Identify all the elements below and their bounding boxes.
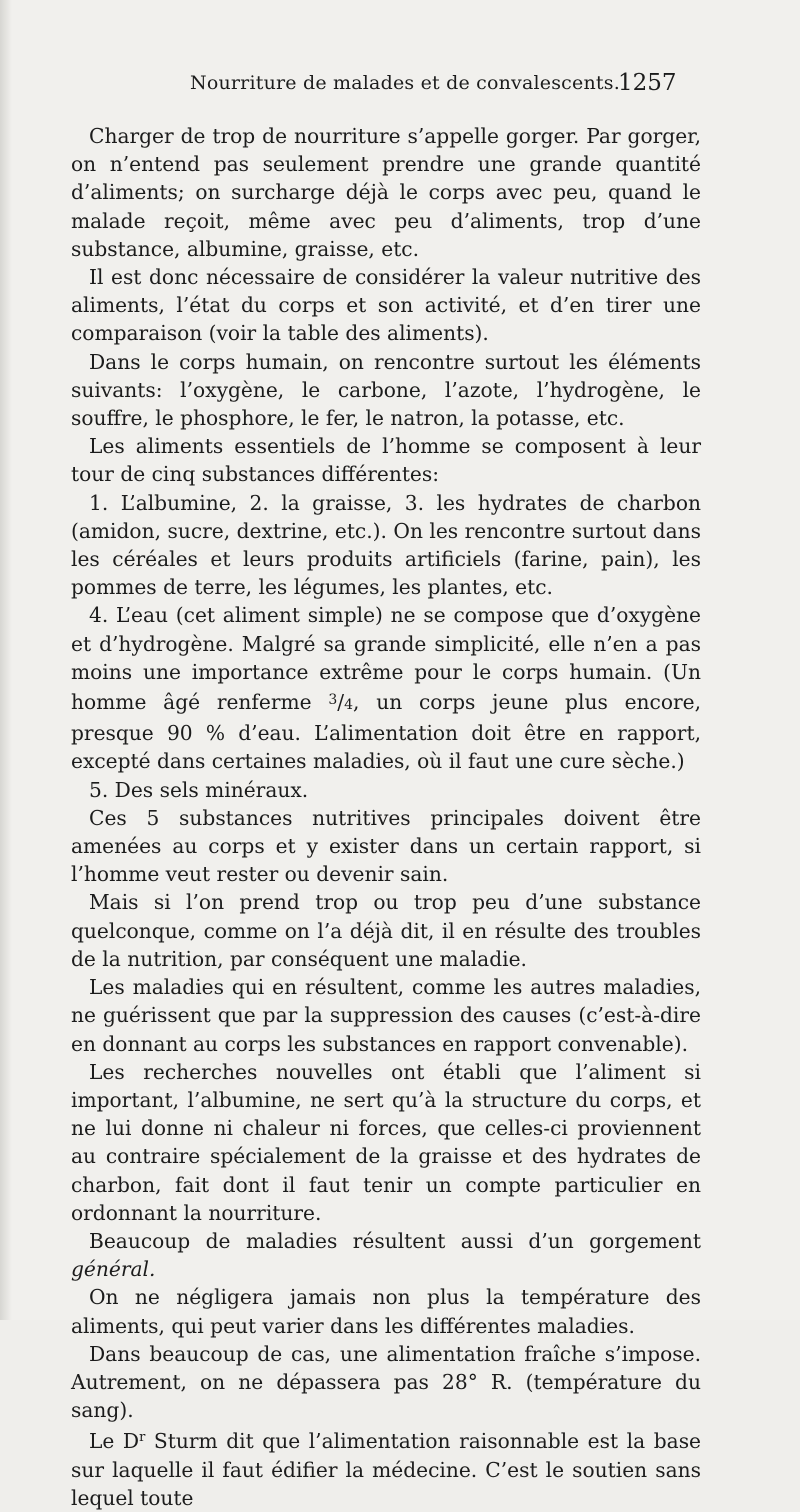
paragraph-14: Dans beaucoup de cas, une alimentation fraîche s’impose. Autrement, on ne dépassera pas 28° R. (température du sang).	[71, 1341, 701, 1423]
paragraph-2: Il est donc nécessaire de considérer la valeur nutritive des aliments, l’état du corps et son activité, et d’en tirer une comparaison (voir la table des aliments).	[71, 265, 701, 346]
page-header	[0, 72, 800, 112]
paragraph-3: Dans le corps humain, on rencontre surtout les éléments suivants: l’oxygène, le carbone, l’azote, l’hydrogène, le souffre, le phosphore, le fer, le natron, la potasse, etc.	[71, 349, 701, 431]
paragraph-1: Charger de trop de nourriture s’appelle gorger. Par gorger, on n’entend pas seulement prendre une grande quantité d’aliments; on surcharge déjà le corps avec peu, quand le malade reçoit, même avec peu d’aliments, trop d’une substance, albumine, graisse, etc.	[71, 124, 701, 261]
doctor-superscript: r	[139, 1430, 146, 1446]
paragraph-4: Les aliments essentiels de l’homme se composent à leur tour de cinq substances différentes:	[71, 434, 701, 487]
paragraph-6-part-a: 4. L’eau (cet aliment simple) ne se compose que d’oxygène et d’hydrogène. Malgré sa grande simplicité, elle n’en a pas moins une importance extrême pour le corps humain. (Un homme âgé renferme	[71, 603, 701, 715]
page-number: 1257	[618, 70, 677, 96]
paragraph-6: 4. L’eau (cet aliment simple) ne se compose que d’oxygène et d’hydrogène. Malgré sa grande simplicité, elle n’en a pas moins une importance extrême pour le corps humain. (Un homme âgé renferme $^3$/4, un corps jeune plus encore, presque 90 % d’eau. L’alimentation doit être en rapport, excepté dans certaines maladies, où il faut une cure sèche.)	[71, 603, 701, 774]
running-title: Nourriture de malades et de convalescents.	[190, 72, 620, 94]
paragraph-15	[71, 1424, 701, 1512]
paragraph-5: 1. L’albumine, 2. la graisse, 3. les hydrates de charbon (amidon, sucre, dextrine, etc.). On les rencontre surtout dans les céréales et leurs produits artificiels (farine, pain), les pommes de terre, les légumes, les plantes, etc.	[71, 490, 701, 600]
fraction-numerator: 3	[328, 692, 338, 709]
fraction-denominator: 4	[344, 697, 354, 714]
paragraph-10: Les maladies qui en résultent, comme les autres maladies, ne guérissent que par la suppression des causes (c’est-à-dire en donnant au corps les substances en rapport convenable).	[71, 975, 701, 1056]
paragraph-12	[71, 1227, 701, 1283]
paragraph-7: 5. Des sels minéraux.	[89, 777, 309, 802]
body-text	[71, 122, 701, 1512]
paragraph-6-part-b: , un corps jeune plus encore, presque 90 % d’eau. L’alimentation doit être en rapport, excepté dans certaines maladies, où il faut une cure sèche.)	[71, 690, 701, 774]
page-binding-edge	[0, 0, 12, 1320]
paragraph-15-part-b: Sturm dit que l’alimentation raisonnable est la base sur laquelle il faut édifier la médecine. C’est le soutien sans lequel toute	[71, 1429, 701, 1510]
paragraph-12-italic: général.	[71, 1257, 156, 1282]
paragraph-11: Les recherches nouvelles ont établi que l’aliment si important, l’albumine, ne sert qu’à la structure du corps, et ne lui donne ni chaleur ni forces, que celles-ci proviennent au contraire spécialement de la graisse et des hydrates de charbon, fait dont il faut tenir un compte particulier en ordonnant la nourriture.	[71, 1059, 701, 1225]
paragraph-13: On ne négligera jamais non plus la température des aliments, qui peut varier dans les différentes maladies.	[71, 1285, 701, 1338]
paragraph-12-text: Beaucoup de maladies résultent aussi d’un gorgement	[89, 1228, 701, 1253]
paragraph-9: Mais si l’on prend trop ou trop peu d’une substance quelconque, comme on l’a déjà dit, il en résulte des troubles de la nutrition, par conséquent une maladie.	[71, 890, 701, 971]
paragraph-8: Ces 5 substances nutritives principales doivent être amenées au corps et y exister dans un certain rapport, si l’homme veut rester ou devenir sain.	[71, 805, 701, 887]
paragraph-15-part-a: Le D	[89, 1429, 140, 1454]
